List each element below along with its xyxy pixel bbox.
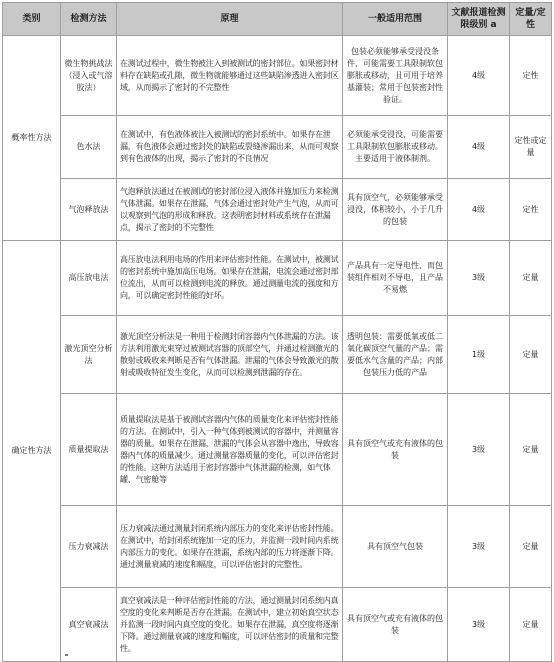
method-cell: 真空衰减法 [61,588,117,662]
scope-cell: 产品具有一定导电性，而包装组件相对不导电，且产品不易燃 [343,241,448,316]
level-cell: 4级 [448,36,510,116]
level-cell: 4级 [448,116,510,179]
level-cell: 3级 [448,506,510,588]
type-cell: 定量 [510,506,552,588]
table-row [3,506,552,588]
footnote-mark [65,654,68,656]
principle-cell: 压力衰减法通过测量封闭系统内部压力的变化来评估密封性能。在测试中，给封闭系统施加一定的压力，并监测一段时间内系统内部压力的变化。如果存在泄漏，系统内部的压力将逐渐下降。通过测量衰减的速度和幅度，可以评估密封的完整性。 [117,506,343,588]
header-type: 定量/定性 [510,3,552,36]
header-level: 文献报道检测限级别 a [448,3,510,36]
principle-cell: 质量提取法是基于被测试容器内气体的质量变化来评估密封性能的方法。在测试中，引入一种气体到被测试的容器中，并测量容器的质量。如果存在泄漏，泄漏的气体会从容器中逸出，导致容器内气体的质量减少。通过测量容器质量的变化，可以评估密封的性能。这种方法适用于密封容器中气体泄漏的检测，如气体罐、气密舱等 [117,394,343,506]
header-scope: 一般适用范围 [343,3,448,36]
category-cell-probabilistic: 概率性方法 [3,36,61,241]
scope-cell: 透明包装：需要低氧或低二氧化碳顶空气量的产品；需要低水气含量的产品；内部包装压力低的产品 [343,316,448,394]
scope-cell: 具有顶空气包装 [343,506,448,588]
level-cell: 4级 [448,179,510,241]
leak-test-methods-table [2,2,552,662]
table-row [3,36,552,116]
principle-cell: 气泡释放法通过在被测试的密封部位浸入液体并施加压力来检测气体泄漏。如果存在泄漏，气体会通过密封处产生气泡，从而可以观察到气泡的形成和释放。这表明密封材料或系统存在泄漏点，揭示了密封的不完整性 [117,179,343,241]
level-cell: 3级 [448,241,510,316]
method-cell: 激光顶空分析法 [61,316,117,394]
scope-cell: 具有顶空气或充有液体的包装 [343,588,448,662]
table-row [3,316,552,394]
table-row [3,588,552,662]
header-category: 类别 [3,3,61,36]
principle-cell: 高压放电法利用电场的作用来评估密封性能。在测试中，被测试的密封系统中施加高压电场。如果存在泄漏，电流会通过密封部位流出，从而可以检测到电流的释放。通过测量电流的强度和方向，可以确定密封性能的好坏。 [117,241,343,316]
table-row [3,179,552,241]
level-cell: 3级 [448,588,510,662]
level-cell: 1级 [448,316,510,394]
type-cell: 定性 [510,36,552,116]
header-row [3,3,552,36]
table-row [3,394,552,506]
scope-cell: 包装必须能够承受浸没条件，可能需要工具限制软包膨胀或移动，且可用于培养基灌装；常用于包装密封性验证。 [343,36,448,116]
category-cell-deterministic: 确定性方法 [3,241,61,662]
method-cell: 微生物挑战法（浸入或气溶胶法） [61,36,117,116]
method-cell: 色水法 [61,116,117,179]
method-cell: 高压放电法 [61,241,117,316]
type-cell: 定性 [510,179,552,241]
principle-cell: 激光顶空分析法是一种用于检测封闭容器内气体泄漏的方法。该方法利用激光束穿过被测试容器的顶部空气，并通过检测激光的散射或吸收来判断是否有气体泄漏。泄漏的气体会导致激光的散射或吸收特征发生变化，从而可以检测到泄漏的存在。 [117,316,343,394]
header-method: 检测方法 [61,3,117,36]
method-cell: 压力衰减法 [61,506,117,588]
table-row [3,241,552,316]
principle-cell: 真空衰减法是一种评估密封性能的方法，通过测量封闭系统内真空度的变化来判断是否存在泄漏。在测试中，建立初始真空状态并监测一段时间内真空度的变化。如果存在泄漏，真空度将逐渐下降。通过测量衰减的速度和幅度，可以评估密封的质量和完整性。 [117,588,343,662]
type-cell: 定性或定量 [510,116,552,179]
type-cell: 定量 [510,588,552,662]
table-row [3,116,552,179]
principle-cell: 在测试过程中，微生物被注入到被测试的密封部位。如果密封材料存在缺陷或孔隙，微生物就能够通过这些缺陷渗透进入密封区域，从而揭示了密封的不完整性 [117,36,343,116]
type-cell: 定量 [510,394,552,506]
header-principle: 原理 [117,3,343,36]
scope-cell: 必须能承受浸没，可能需要工具限制软包膨胀或移动。主要适用于液体制剂。 [343,116,448,179]
type-cell: 定量 [510,316,552,394]
scope-cell: 具有顶空气或充有液体的包装 [343,394,448,506]
scope-cell: 具有顶空气，必须能够承受浸没，体积较小，小于几升的包装 [343,179,448,241]
level-cell: 3级 [448,394,510,506]
method-cell: 气泡释放法 [61,179,117,241]
principle-cell: 在测试中，有色液体被注入被测试的密封系统中。如果存在泄漏，有色液体会通过密封处的缺陷或裂缝渗漏出来，从而可观察到有色液体的出现，揭示了密封的不良情况 [117,116,343,179]
method-cell: 质量提取法 [61,394,117,506]
type-cell: 定量 [510,241,552,316]
